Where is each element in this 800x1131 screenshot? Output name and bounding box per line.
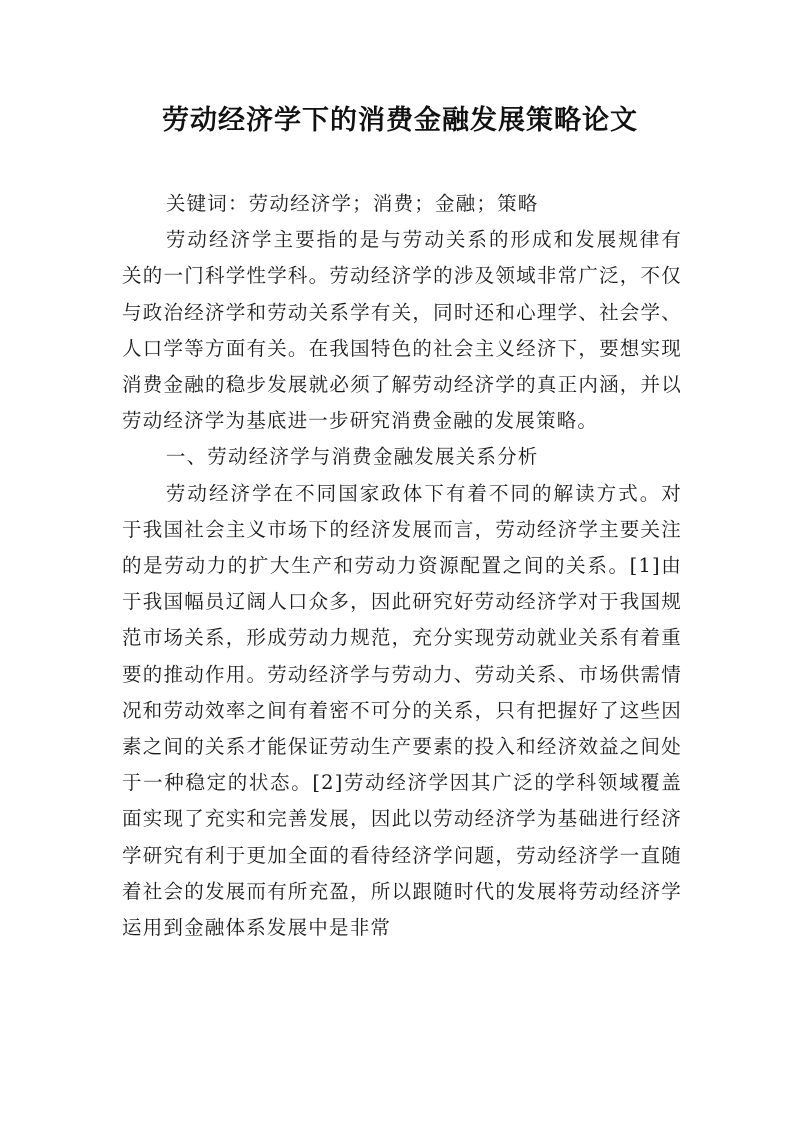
paragraph-analysis: 劳动经济学在不同国家政体下有着不同的解读方式。对于我国社会主义市场下的经济发展而言，劳动经济学主要关注的是劳动力的扩大生产和劳动力资源配置之间的关系。[1]由于我国幅员辽阔人口众多，因此研究好劳动经济学对于我国规范市场关系，形成劳动力规范，充分实现劳动就业关系有着重要的推动作用。劳动经济学与劳动力、劳动关系、市场供需情况和劳动效率之间有着密不可分的关系，只有把握好了这些因素之间的关系才能保证劳动生产要素的投入和经济效益之间处于一种稳定的状态。[2]劳动经济学因其广泛的学科领域覆盖面实现了充实和完善发展，因此以劳动经济学为基础进行经济学研究有利于更加全面的看待经济学问题，劳动经济学一直随着社会的发展而有所充盈，所以跟随时代的发展将劳动经济学运用到金融体系发展中是非常 (122, 481, 682, 940)
document-body (122, 186, 682, 946)
page-title: 劳动经济学下的消费金融发展策略论文 (162, 105, 638, 136)
paragraph-intro: 劳动经济学主要指的是与劳动关系的形成和发展规律有关的一门科学性学科。劳动经济学的涉及领域非常广泛，不仅与政治经济学和劳动关系学有关，同时还和心理学、社会学、人口学等方面有关。在我国特色的社会主义经济下，要想实现消费金融的稳步发展就必须了解劳动经济学的真正内涵，并以劳动经济学为基底进一步研究消费金融的发展策略。 (122, 228, 682, 433)
section-heading: 一、劳动经济学与消费金融发展关系分析 (165, 445, 539, 469)
keywords-line: 关键词：劳动经济学；消费；金融；策略 (165, 192, 539, 215)
